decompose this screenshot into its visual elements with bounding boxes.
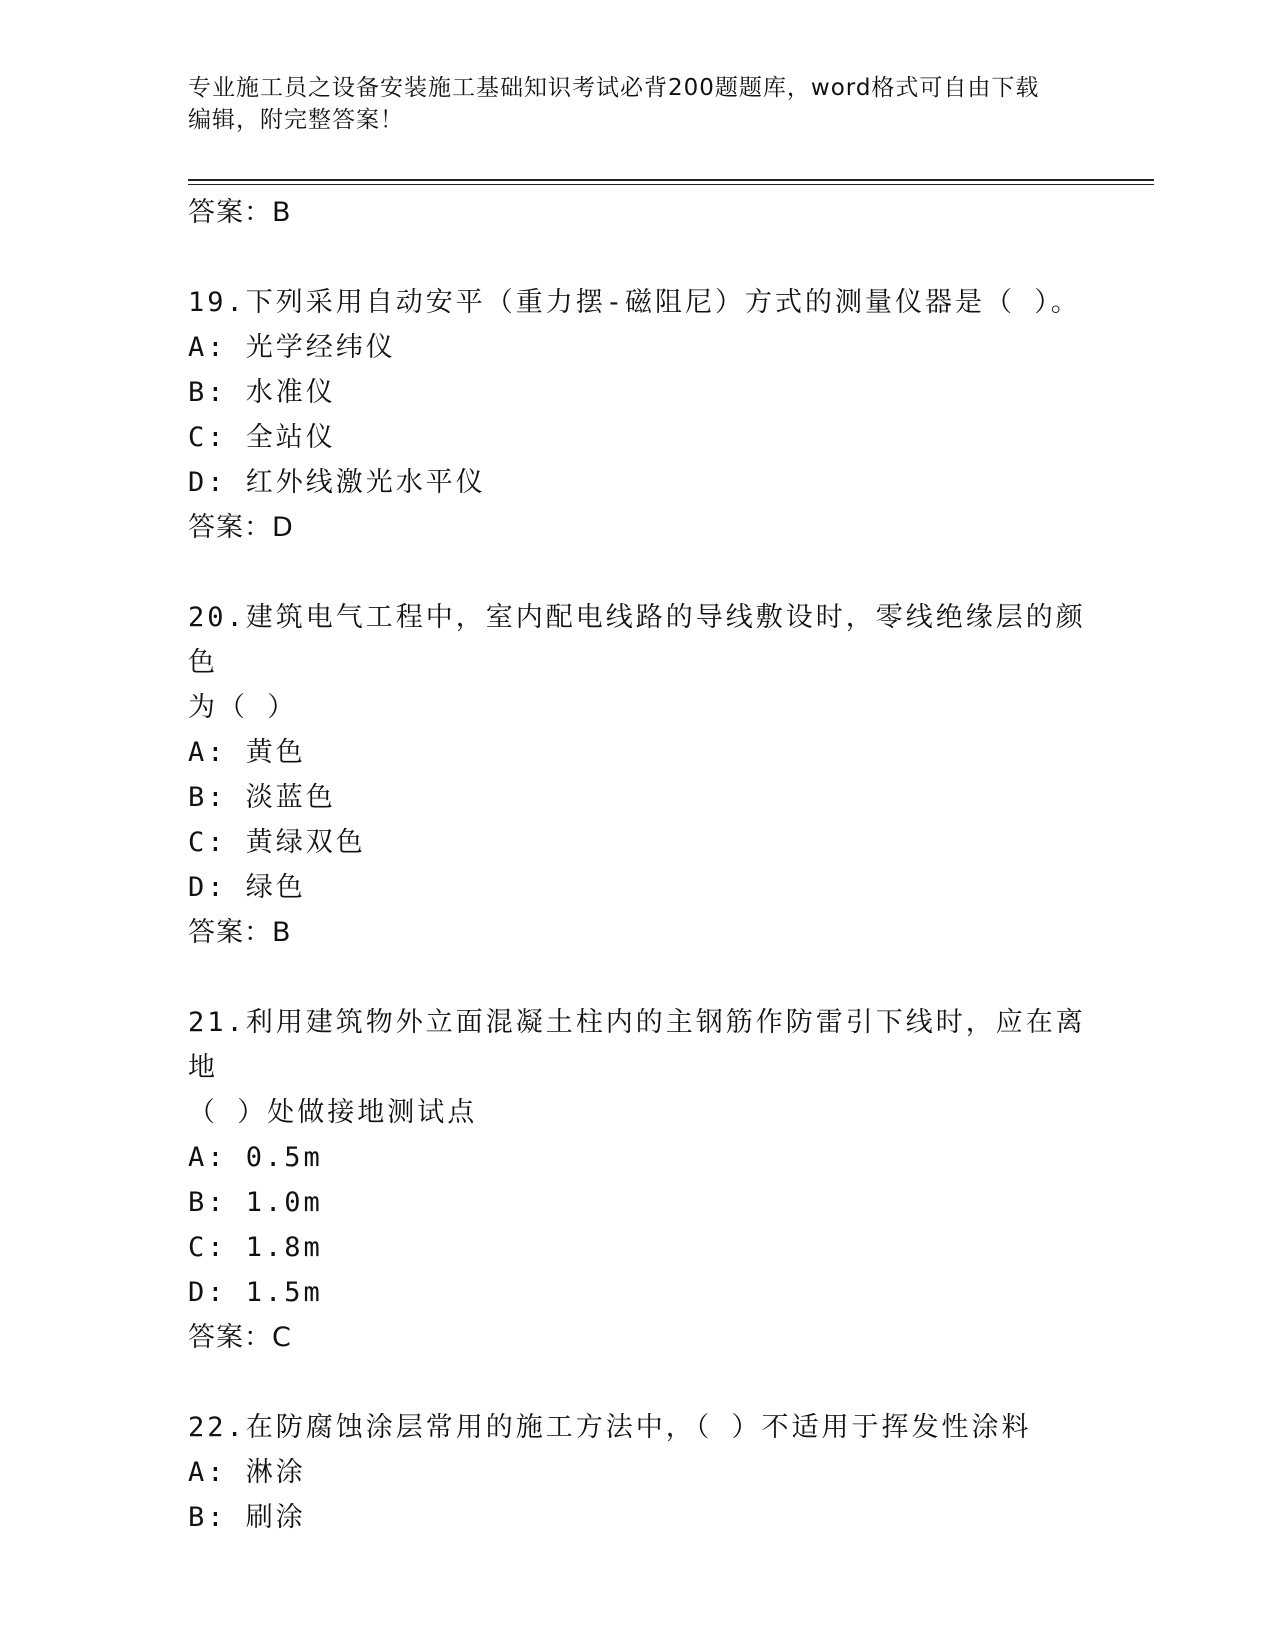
option-c: C: 1.8m	[188, 1232, 323, 1263]
spacer	[188, 955, 1148, 1000]
header-divider-thick	[188, 179, 1154, 181]
question-list	[188, 190, 1148, 1540]
previous-answer: 答案：B	[188, 197, 292, 228]
option-c: C: 全站仪	[188, 422, 336, 453]
option-d: D: 绿色	[188, 872, 306, 903]
option-c: C: 黄绿双色	[188, 827, 366, 858]
spacer	[188, 1360, 1148, 1405]
option-d: D: 1.5m	[188, 1277, 323, 1308]
question-block	[188, 1405, 1148, 1540]
header-line-2: 编辑，附完整答案！	[188, 107, 404, 133]
question-block	[188, 280, 1148, 550]
option-d: D: 红外线激光水平仪	[188, 467, 486, 498]
header-line-1: 专业施工员之设备安装施工基础知识考试必背200题题库，word格式可自由下载	[188, 75, 1040, 101]
option-a: A: 淋涂	[188, 1457, 306, 1488]
question-block	[188, 595, 1148, 955]
question-text: 22.在防腐蚀涂层常用的施工方法中，（ ）不适用于挥发性涂料	[188, 1412, 1032, 1443]
question-text-line-2: （ ）处做接地测试点	[188, 1097, 478, 1128]
option-a: A: 黄色	[188, 737, 306, 768]
answer: 答案：B	[188, 917, 292, 948]
option-a: A: 0.5m	[188, 1142, 323, 1173]
option-b: B: 刷涂	[188, 1502, 306, 1533]
option-b: B: 淡蓝色	[188, 782, 336, 813]
question-text-line-2: 为（ ）	[188, 692, 298, 723]
option-b: B: 1.0m	[188, 1187, 323, 1218]
question-text-line-1: 20.建筑电气工程中，室内配电线路的导线敷设时，零线绝缘层的颜色	[188, 602, 1086, 678]
spacer	[188, 550, 1148, 595]
question-text-line-1: 21.利用建筑物外立面混凝土柱内的主钢筋作防雷引下线时，应在离地	[188, 1007, 1086, 1083]
option-b: B: 水准仪	[188, 377, 336, 408]
spacer	[188, 235, 1148, 280]
question-block	[188, 1000, 1148, 1360]
document-header	[188, 72, 1088, 136]
answer: 答案：C	[188, 1322, 292, 1353]
option-a: A: 光学经纬仪	[188, 332, 396, 363]
header-divider-thin	[188, 184, 1154, 185]
answer: 答案：D	[188, 512, 294, 543]
question-text: 19.下列采用自动安平（重力摆-磁阻尼）方式的测量仪器是（ ）。	[188, 287, 1081, 318]
